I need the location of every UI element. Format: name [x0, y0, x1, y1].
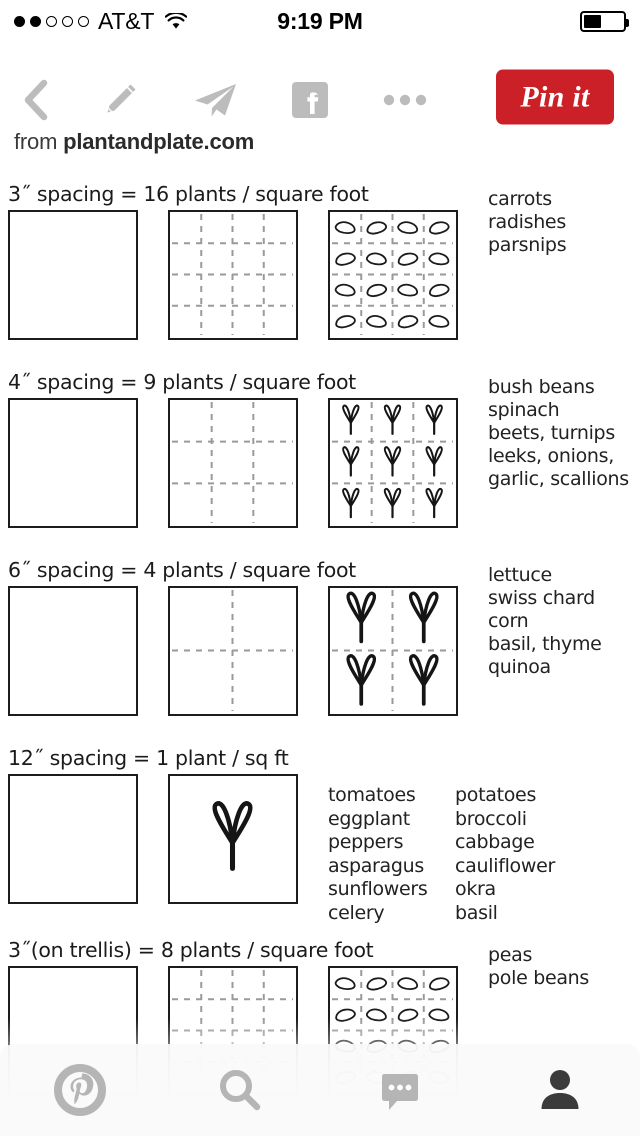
- plant-list: [488, 188, 566, 257]
- plant-item: bush beans: [488, 376, 595, 398]
- plant-item: carrots: [488, 188, 552, 210]
- spacing-row: [0, 370, 640, 530]
- status-bar-clock: 9:19 PM: [277, 7, 363, 34]
- pin-image[interactable]: [0, 172, 640, 1136]
- plant-item: leeks, onions,: [488, 445, 614, 467]
- paper-plane-icon[interactable]: [192, 80, 238, 120]
- back-chevron-icon[interactable]: [21, 78, 51, 122]
- plant-list-column-2: [455, 784, 555, 925]
- spacing-row: [0, 558, 640, 718]
- plant-item: sunflowers: [328, 878, 428, 900]
- pin-source-line[interactable]: [14, 129, 254, 155]
- plant-item: celery: [328, 901, 385, 924]
- row-diagram: [0, 774, 640, 924]
- row-title: 12˝ spacing = 1 plant / sq ft: [8, 746, 289, 770]
- search-icon: [215, 1065, 265, 1115]
- empty-square-box: [8, 586, 138, 716]
- pin-action-toolbar: [0, 42, 640, 126]
- row-title: 4˝ spacing = 9 plants / square foot: [8, 370, 356, 394]
- spacing-row: [0, 182, 640, 342]
- plant-item: potatoes: [455, 784, 537, 806]
- pencil-icon[interactable]: [100, 80, 140, 120]
- status-bar-right: [580, 0, 626, 42]
- more-ellipsis-icon[interactable]: [383, 93, 427, 107]
- plant-list: [488, 944, 589, 990]
- row-title: 6˝ spacing = 4 plants / square foot: [8, 558, 356, 582]
- row-title: 3˝ spacing = 16 plants / square foot: [8, 182, 369, 206]
- row-title: 3˝(on trellis) = 8 plants / square foot: [8, 938, 374, 962]
- grid-square-box: [168, 210, 298, 340]
- plant-item: eggplant: [328, 807, 410, 830]
- source-prefix: from: [14, 129, 64, 154]
- plant-item: cabbage: [455, 831, 535, 853]
- plant-list-column-1: [328, 784, 455, 925]
- tab-home[interactable]: [0, 1044, 160, 1136]
- plant-item: cauliflower: [455, 854, 556, 877]
- plant-item: parsnips: [488, 234, 567, 256]
- plant-item: lettuce: [488, 564, 552, 586]
- plant-item: swiss chard: [488, 587, 595, 609]
- tab-profile[interactable]: [480, 1044, 640, 1136]
- plant-item: corn: [488, 610, 529, 632]
- planted-square-box: [328, 586, 458, 716]
- plant-item: radishes: [488, 211, 566, 233]
- carrier-label: AT&T: [98, 7, 155, 34]
- empty-square-box: [8, 210, 138, 340]
- plant-item: asparagus: [328, 854, 425, 877]
- plant-item: basil, thyme: [488, 633, 602, 655]
- plant-item: broccoli: [455, 807, 527, 830]
- planted-square-box: [168, 774, 298, 904]
- empty-square-box: [8, 774, 138, 904]
- tab-messages[interactable]: [320, 1044, 480, 1136]
- planted-square-box: [328, 398, 458, 528]
- plant-item: beets, turnips: [488, 422, 615, 444]
- plant-list: [488, 376, 629, 491]
- plant-item: peppers: [328, 831, 404, 853]
- plant-item: pole beans: [488, 967, 590, 989]
- pinterest-logo-icon: [54, 1064, 106, 1116]
- pin-it-button[interactable]: Pin it: [496, 70, 614, 125]
- battery-icon: [580, 11, 626, 32]
- plant-item: okra: [455, 878, 496, 900]
- empty-square-box: [8, 398, 138, 528]
- person-icon: [535, 1065, 585, 1115]
- plant-list: [488, 564, 602, 679]
- tab-search[interactable]: [160, 1044, 320, 1136]
- plant-item: spinach: [488, 399, 560, 421]
- plant-item: quinoa: [488, 656, 551, 678]
- grid-square-box: [168, 586, 298, 716]
- grid-square-box: [168, 398, 298, 528]
- facebook-icon[interactable]: [290, 80, 330, 120]
- plant-item: peas: [488, 944, 533, 966]
- plant-item: basil: [455, 901, 498, 924]
- plant-item: garlic, scallions: [488, 468, 629, 490]
- plant-item: tomatoes: [328, 784, 416, 806]
- spacing-row: [0, 746, 640, 924]
- planted-square-box: [328, 210, 458, 340]
- source-domain[interactable]: plantandplate.com: [63, 129, 255, 154]
- plant-list-two-columns: [328, 784, 555, 925]
- chat-bubble-icon: [375, 1065, 425, 1115]
- status-bar: [0, 0, 640, 42]
- bottom-tab-bar: [0, 1044, 640, 1136]
